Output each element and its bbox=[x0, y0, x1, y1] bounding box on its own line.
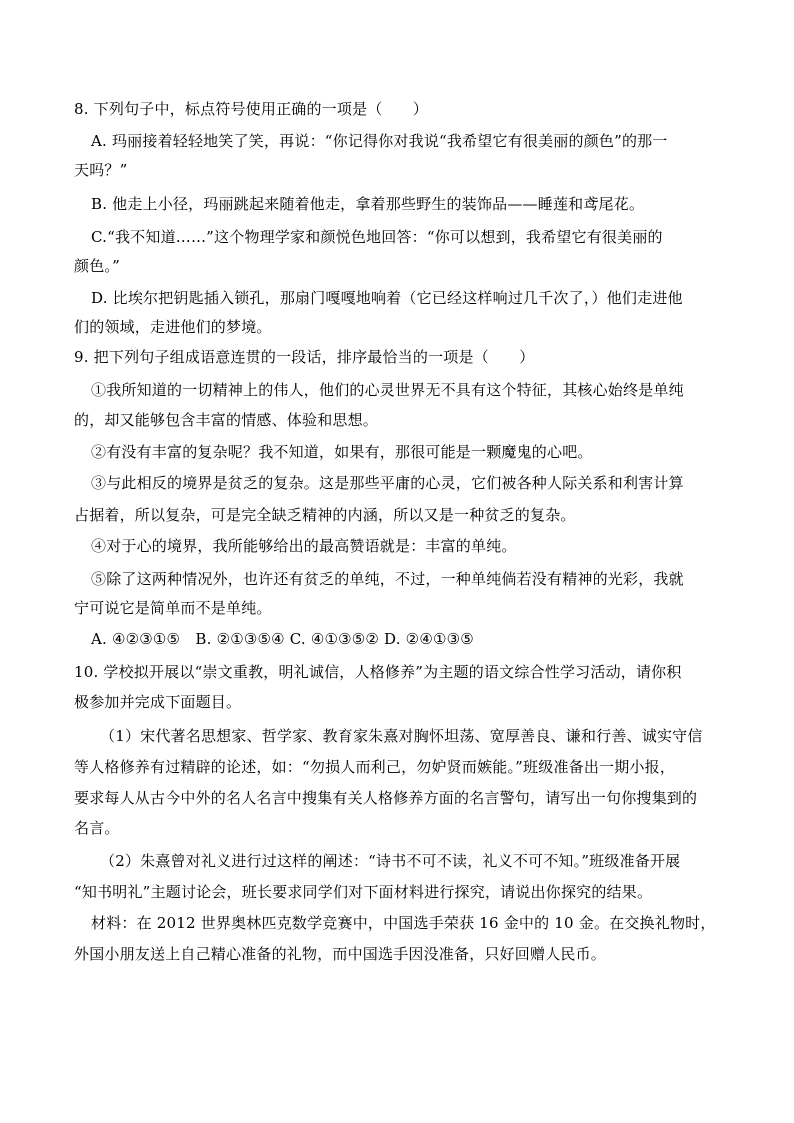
q10-part2-line1: （2）朱熹曾对礼义进行过这样的阐述：“诗书不可不读，礼义不可不知。”班级准备开展 bbox=[100, 852, 681, 870]
q10-material-line1: 材料：在 2012 世界奥林匹克数学竞赛中，中国选手荣获 16 金中的 10 金。在交换礼物时， bbox=[91, 914, 716, 932]
q8-option-a-line1: A. 玛丽接着轻轻地笑了笑，再说：“你记得你对我说“我希望它有很美丽的颜色”的那一 bbox=[91, 132, 668, 150]
q8-option-b: B. 他走上小径，玛丽跳起来随着他走，拿着那些野生的装饰品——睡莲和鸢尾花。 bbox=[91, 195, 645, 213]
q9-sentence-2: ②有没有丰富的复杂呢？我不知道，如果有，那很可能是一颗魔鬼的心吧。 bbox=[91, 443, 593, 461]
q10-stem-line1: 10. 学校拟开展以“崇文重教，明礼诚信，人格修养”为主题的语文综合性学习活动，请你积 bbox=[74, 663, 682, 681]
q9-options: A. ④②③①⑤ B. ②①③⑤④ C. ④①③⑤② D. ②④①③⑤ bbox=[91, 630, 474, 648]
q9-sentence-5-line2: 宁可说它是简单而不是单纯。 bbox=[74, 599, 272, 617]
q8-option-a-line2: 天吗？” bbox=[74, 161, 128, 179]
q9-sentence-3-line2: 占据着，所以复杂，可是完全缺乏精神的内涵，所以又是一种贫乏的复杂。 bbox=[74, 506, 576, 524]
q9-sentence-1-line1: ①我所知道的一切精神上的伟人，他们的心灵世界无不具有这个特征，其核心始终是单纯 bbox=[91, 381, 684, 399]
q10-part1-line1: （1）宋代著名思想家、哲学家、教育家朱熹对胸怀坦荡、宽厚善良、谦和行善、诚实守信 bbox=[100, 727, 703, 745]
q8-option-c-line1: C.“我不知道……”这个物理学家和颜悦色地回答：“你可以想到，我希望它有很美丽的 bbox=[91, 228, 663, 246]
q10-part1-line4: 名言。 bbox=[74, 819, 120, 837]
q10-part1-line2: 等人格修养有过精辟的论述，如：“勿损人而利己，勿妒贤而嫉能。”班级准备出一期小报， bbox=[74, 758, 676, 776]
q9-sentence-1-line2: 的，却又能够包含丰富的情感、体验和思想。 bbox=[74, 411, 379, 429]
q10-material-line2: 外国小朋友送上自己精心准备的礼物，而中国选手因没准备，只好回赠人民币。 bbox=[74, 945, 607, 963]
q9-sentence-4: ④对于心的境界，我所能够给出的最高赞语就是：丰富的单纯。 bbox=[91, 537, 517, 555]
q10-stem-line2: 极参加并完成下面题目。 bbox=[74, 693, 242, 711]
q10-part1-line3: 要求每人从古今中外的名人名言中搜集有关人格修养方面的名言警句，请写出一句你搜集到的 bbox=[74, 789, 698, 807]
q8-option-d-line2: 们的领域，走进他们的梦境。 bbox=[74, 318, 272, 336]
q9-stem: 9. 把下列句子组成语意连贯的一段话，排序最恰当的一项是（ ） bbox=[74, 348, 535, 366]
q9-sentence-5-line1: ⑤除了这两种情况外，也许还有贫乏的单纯，不过，一种单纯倘若没有精神的光彩，我就 bbox=[91, 570, 684, 588]
q8-option-d-line1: D. 比埃尔把钥匙插入锁孔，那扇门嘎嘎地响着（它已经这样响过几千次了，）他们走进他 bbox=[91, 289, 683, 307]
q8-option-c-line2: 颜色。” bbox=[74, 257, 120, 275]
q9-sentence-3-line1: ③与此相反的境界是贫乏的复杂。这是那些平庸的心灵，它们被各种人际关系和利害计算 bbox=[91, 474, 684, 492]
q8-stem: 8. 下列句子中，标点符号使用正确的一项是（ ） bbox=[74, 100, 429, 118]
q10-part2-line2: “知书明礼”主题讨论会，班长要求同学们对下面材料进行探究，请说出你探究的结果。 bbox=[74, 883, 653, 901]
